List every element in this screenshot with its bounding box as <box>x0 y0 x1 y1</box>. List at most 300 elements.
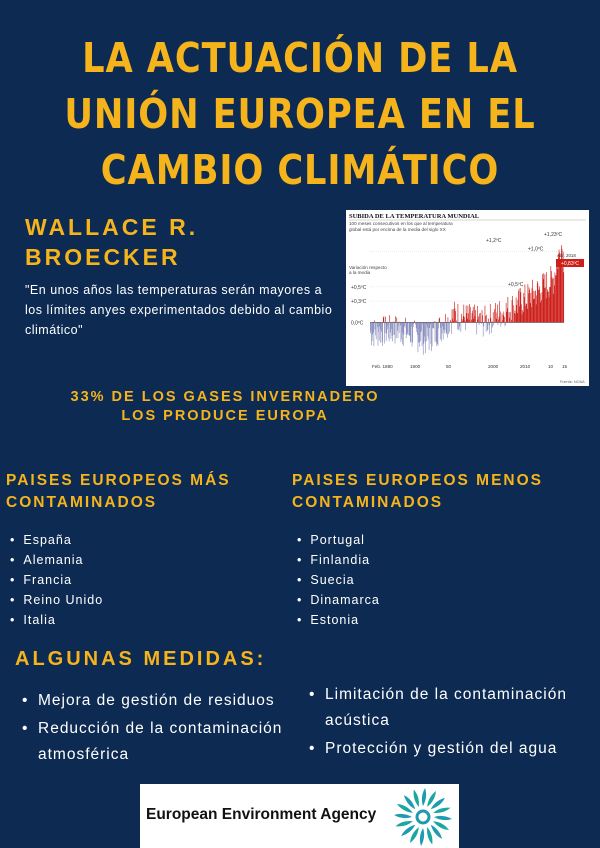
chart-bar <box>462 319 463 322</box>
chart-bar <box>488 319 489 323</box>
chart-bar <box>550 266 551 322</box>
chart-bar <box>433 322 434 328</box>
chart-bar <box>551 271 552 322</box>
chart-bar <box>443 322 444 339</box>
chart-bar <box>442 322 443 333</box>
chart-bar <box>505 322 506 326</box>
chart-bar <box>420 322 421 341</box>
list-item: • Mejora de gestión de residuos <box>22 688 307 714</box>
chart-bar <box>533 291 534 323</box>
chart-bar <box>509 312 510 322</box>
chart-bar <box>411 322 412 342</box>
chart-bar <box>461 314 462 323</box>
chart-bar <box>544 288 545 322</box>
chart-bar <box>386 322 387 341</box>
chart-bar <box>466 313 467 322</box>
chart-bar <box>473 319 474 323</box>
chart-annotation-left: Variación respecto a la media <box>349 265 387 276</box>
chart-bar <box>525 306 526 322</box>
chart-bar <box>379 322 380 340</box>
page-title <box>42 30 558 198</box>
chart-bar <box>458 322 459 329</box>
chart-bar <box>548 292 549 323</box>
chart-bar <box>475 310 476 322</box>
chart-bar <box>493 312 494 322</box>
eea-logo-icon <box>392 786 454 848</box>
chart-bar <box>554 285 555 322</box>
chart-bar <box>458 304 459 322</box>
chart-bar <box>516 305 517 323</box>
chart-bar <box>463 316 464 322</box>
chart-bar <box>506 312 507 323</box>
chart-bar <box>379 322 380 326</box>
chart-bar <box>522 310 523 322</box>
list-item: • Protección y gestión del agua <box>309 736 597 762</box>
chart-bar <box>491 318 492 323</box>
chart-bar <box>469 304 470 322</box>
chart-bar <box>428 322 429 339</box>
chart-bar <box>523 312 524 322</box>
chart-x-ticks <box>372 364 568 369</box>
chart-bar <box>507 308 508 322</box>
chart-bar <box>501 322 502 326</box>
chart-bar <box>401 322 402 339</box>
chart-bar <box>518 291 519 322</box>
chart-bar <box>500 311 501 322</box>
chart-bar <box>405 318 406 323</box>
most-polluting-heading: PAISES EUROPEOS MÁS CONTAMINADOS <box>6 472 231 511</box>
chart-bar <box>545 287 546 322</box>
chart-bar <box>528 284 529 322</box>
chart-bar <box>446 322 447 334</box>
list-item: • Suecia <box>297 570 380 590</box>
chart-bar <box>430 322 431 324</box>
chart-bar <box>555 276 556 323</box>
chart-bar <box>541 300 542 322</box>
chart-bar <box>486 322 487 331</box>
chart-bar <box>499 301 500 322</box>
chart-bar <box>477 306 478 323</box>
chart-label-left: +0,5ºC <box>351 284 367 291</box>
chart-bar <box>435 322 436 341</box>
chart-bar <box>407 322 408 333</box>
chart-bar <box>384 316 385 322</box>
chart-bar <box>545 274 546 322</box>
chart-bar <box>543 273 544 322</box>
chart-bar <box>417 322 418 335</box>
chart-bar <box>419 322 420 342</box>
chart-bar <box>391 322 392 339</box>
chart-bar <box>537 281 538 322</box>
chart-bar <box>438 322 439 328</box>
chart-bar <box>531 307 532 322</box>
chart-bar <box>425 322 426 341</box>
chart-bar <box>539 286 540 322</box>
list-item: • Alemania <box>10 550 103 570</box>
temperature-chart-svg <box>346 210 589 386</box>
chart-bar <box>522 314 523 322</box>
chart-bar <box>412 322 413 342</box>
chart-bar <box>556 264 557 323</box>
chart-bar <box>538 290 539 323</box>
chart-bar <box>432 322 433 328</box>
chart-bar <box>528 293 529 322</box>
list-item: • Italia <box>10 610 103 630</box>
chart-bar <box>403 322 404 345</box>
chart-bar <box>423 322 424 354</box>
chart-bar <box>543 279 544 322</box>
chart-bar <box>381 322 382 332</box>
chart-bar <box>555 273 556 323</box>
chart-x-tick: 50 <box>446 364 452 369</box>
eea-logo-ray <box>422 788 426 806</box>
chart-bar <box>432 322 433 346</box>
chart-bar <box>416 322 417 328</box>
chart-bar <box>492 322 493 327</box>
chart-bar <box>404 322 405 334</box>
chart-bar <box>428 322 429 336</box>
chart-bar <box>539 290 540 323</box>
chart-bar <box>530 303 531 322</box>
stat-text: 33% DE LOS GASES INVERNADERO LOS PRODUCE EUROPA <box>70 389 380 424</box>
chart-bar <box>441 322 442 341</box>
chart-bar <box>431 322 432 343</box>
chart-bar <box>373 322 374 332</box>
title-line-1: LA ACTUACIÓN DE LA <box>82 34 518 82</box>
chart-bar <box>489 322 490 334</box>
chart-bar <box>529 290 530 323</box>
chart-bar <box>518 300 519 323</box>
chart-bar <box>447 322 448 337</box>
eea-logo-ray <box>394 814 412 818</box>
chart-bar <box>376 322 377 339</box>
chart-bar <box>511 320 512 323</box>
chart-bar <box>490 304 491 322</box>
list-item: • Dinamarca <box>297 590 380 610</box>
chart-bar <box>439 318 440 323</box>
chart-bar <box>547 289 548 322</box>
chart-bar <box>509 318 510 323</box>
eea-logo-ray <box>420 828 424 846</box>
chart-bar <box>416 322 417 332</box>
chart-x-tick: 10 <box>548 364 554 369</box>
most-polluting-list <box>10 530 103 630</box>
chart-bar <box>455 311 456 322</box>
chart-bar <box>491 322 492 333</box>
chart-bar <box>442 322 443 326</box>
list-item: • Portugal <box>297 530 380 550</box>
chart-bar <box>375 322 376 329</box>
chart-bar <box>445 322 446 330</box>
chart-x-tick: 2010 <box>520 364 531 369</box>
chart-bar <box>529 287 530 322</box>
chart-label-date: Abr. 2018 <box>557 253 576 258</box>
chart-bar <box>476 322 477 334</box>
chart-label-right: +1,0ºC <box>528 246 544 253</box>
chart-bar <box>562 267 563 322</box>
chart-bar <box>398 322 399 338</box>
chart-bar <box>546 272 547 322</box>
chart-bar <box>521 292 522 322</box>
chart-bar <box>455 308 456 322</box>
chart-bar <box>485 306 486 323</box>
chart-bar <box>449 322 450 332</box>
chart-bar <box>389 322 390 341</box>
chart-bar <box>443 322 444 329</box>
chart-bar <box>535 291 536 323</box>
list-item: • Limitación de la contaminación acústica <box>309 682 597 734</box>
chart-bar <box>503 315 504 322</box>
chart-bar <box>452 319 453 323</box>
chart-bar <box>502 320 503 322</box>
chart-bar <box>471 320 472 323</box>
least-polluting-heading: PAISES EUROPEOS MENOS CONTAMINADOS <box>292 472 544 511</box>
chart-bar <box>502 313 503 322</box>
chart-bar <box>506 303 507 323</box>
chart-bar <box>404 322 405 326</box>
list-item: • España <box>10 530 103 550</box>
chart-bar <box>515 314 516 323</box>
chart-bar <box>397 322 398 330</box>
chart-bar <box>385 317 386 323</box>
chart-bar <box>480 313 481 323</box>
chart-bar <box>493 322 494 325</box>
chart-bar <box>467 319 468 323</box>
chart-title: SUBIDA DE LA TEMPERATURA MUNDIAL <box>349 213 480 220</box>
chart-bar <box>532 288 533 322</box>
chart-bar <box>483 322 484 326</box>
chart-bar <box>414 321 415 323</box>
chart-bar <box>556 275 557 322</box>
chart-bar <box>380 322 381 342</box>
author-line-2: BROECKER <box>25 244 181 270</box>
chart-bar <box>450 320 451 323</box>
chart-bar <box>387 322 388 329</box>
chart-bar <box>503 312 504 323</box>
chart-bar <box>375 322 376 335</box>
chart-bar <box>496 319 497 323</box>
eea-logo-ray <box>434 816 452 820</box>
chart-bar <box>540 293 541 322</box>
chart-bar <box>513 305 514 322</box>
chart-bar <box>465 320 466 322</box>
chart-bar <box>408 322 409 335</box>
chart-bar <box>517 313 518 323</box>
chart-bar <box>526 303 527 322</box>
chart-bar <box>464 317 465 323</box>
measures-heading: ALGUNAS MEDIDAS: <box>15 648 267 670</box>
chart-bar <box>553 278 554 322</box>
chart-bar <box>436 322 437 342</box>
chart-bar <box>549 297 550 322</box>
chart-bar <box>540 302 541 322</box>
chart-bar <box>482 315 483 322</box>
chart-bar <box>557 260 558 323</box>
chart-bar <box>536 304 537 322</box>
chart-bar <box>504 317 505 322</box>
chart-bar <box>439 319 440 323</box>
chart-bar <box>520 288 521 322</box>
chart-bar <box>427 322 428 327</box>
chart-bar <box>485 316 486 322</box>
chart-bar <box>405 322 406 327</box>
chart-label-right: +1,2ºC <box>486 238 502 245</box>
chart-bar <box>496 313 497 323</box>
chart-bar <box>538 283 539 322</box>
chart-bar <box>482 310 483 322</box>
chart-bar <box>383 317 384 322</box>
chart-bar <box>395 316 396 322</box>
chart-bar <box>409 322 410 335</box>
chart-bar <box>389 315 390 322</box>
chart-bar <box>453 309 454 322</box>
chart-bar <box>474 305 475 323</box>
chart-bar <box>436 322 437 346</box>
chart-subtitle: 100 meses consecutivos en los que al temperatura global está por encima de la media del siglo XX <box>349 221 453 232</box>
chart-bar <box>487 322 488 330</box>
chart-x-tick: 1900 <box>410 364 421 369</box>
chart-bar <box>406 322 407 334</box>
chart-bar <box>525 284 526 322</box>
chart-bar <box>413 322 414 326</box>
chart-bar <box>433 322 434 328</box>
chart-bar <box>510 312 511 322</box>
chart-bar <box>478 316 479 322</box>
chart-bar <box>466 305 467 322</box>
chart-bar <box>515 311 516 323</box>
chart-x-tick: 15 <box>562 364 568 369</box>
chart-bar <box>399 322 400 333</box>
chart-bar <box>479 322 480 325</box>
chart-bar <box>421 322 422 332</box>
chart-bar <box>454 302 455 323</box>
chart-bar <box>426 322 427 324</box>
chart-bar <box>542 274 543 322</box>
chart-label-left: +0,3ºC <box>351 299 367 306</box>
chart-x-tick: 2000 <box>488 364 499 369</box>
chart-bar <box>526 304 527 322</box>
chart-bar <box>508 297 509 323</box>
chart-bar <box>411 322 412 326</box>
chart-bar <box>385 322 386 333</box>
chart-bar <box>429 322 430 350</box>
chart-bar <box>425 322 426 353</box>
chart-bar <box>478 319 479 322</box>
chart-bar <box>486 315 487 323</box>
chart-bar <box>524 297 525 323</box>
chart-bar <box>374 322 375 346</box>
chart-bar <box>527 309 528 323</box>
chart-bar <box>401 322 402 342</box>
chart-bar <box>563 272 564 322</box>
chart-bar <box>370 322 371 333</box>
chart-bar <box>452 309 453 322</box>
chart-bar <box>392 322 393 341</box>
chart-bar <box>422 322 423 346</box>
chart-bar <box>451 322 452 333</box>
chart-bar <box>426 322 427 341</box>
chart-bar <box>409 322 410 335</box>
chart-bar <box>392 322 393 335</box>
chart-bar <box>516 297 517 322</box>
list-item: • Finlandia <box>297 550 380 570</box>
chart-bar <box>479 314 480 323</box>
chart-bar <box>550 287 551 323</box>
chart-bar <box>402 322 403 344</box>
chart-bar <box>378 322 379 345</box>
chart-bar <box>519 306 520 322</box>
temperature-chart <box>346 210 589 386</box>
chart-source: Fuente: NOAA <box>560 380 585 384</box>
chart-bar <box>396 322 397 338</box>
quote-text: "En unos años las temperaturas serán mayores a los límites anyes experimentados debido al cambio climático" <box>25 283 333 337</box>
chart-bar <box>431 322 432 351</box>
chart-bar <box>384 322 385 343</box>
chart-bar <box>371 322 372 331</box>
chart-bar <box>410 322 411 341</box>
chart-bar <box>536 295 537 322</box>
chart-bar <box>488 322 489 329</box>
measures-list-left <box>22 688 307 770</box>
chart-bar <box>448 322 449 334</box>
chart-bar <box>371 322 372 345</box>
chart-bar <box>438 322 439 345</box>
chart-bar <box>470 307 471 323</box>
chart-bar <box>441 322 442 327</box>
chart-bar <box>548 291 549 322</box>
chart-bar <box>444 322 445 333</box>
eea-logo-text: European Environment Agency <box>146 806 377 823</box>
chart-bar <box>412 322 413 346</box>
author-name <box>25 212 198 272</box>
list-item: • Francia <box>10 570 103 590</box>
chart-bar <box>440 322 441 339</box>
chart-bar <box>498 322 499 325</box>
chart-bar <box>534 299 535 323</box>
chart-bar <box>406 322 407 338</box>
chart-label-right: +0,5ºC <box>508 281 524 288</box>
chart-bar <box>560 263 561 323</box>
chart-bar <box>391 322 392 328</box>
eea-logo-box <box>140 784 459 848</box>
chart-bar <box>394 322 395 334</box>
chart-bar <box>400 322 401 325</box>
chart-bar <box>560 263 561 322</box>
chart-bar <box>381 322 382 329</box>
title-line-3: CAMBIO CLIMÁTICO <box>100 146 500 194</box>
chart-bar <box>521 304 522 322</box>
chart-bar <box>549 287 550 322</box>
chart-bar <box>390 322 391 332</box>
chart-bar <box>552 277 553 322</box>
chart-bar <box>378 322 379 332</box>
chart-bars <box>370 245 564 355</box>
chart-bar <box>558 269 559 323</box>
chart-bar <box>396 317 397 322</box>
chart-bar <box>461 322 462 332</box>
chart-bar <box>415 322 416 324</box>
chart-bar <box>475 316 476 322</box>
chart-bar <box>472 313 473 322</box>
chart-bar <box>498 319 499 322</box>
chart-bar <box>532 280 533 323</box>
chart-bar <box>530 293 531 323</box>
chart-bar <box>382 322 383 346</box>
chart-bar <box>505 322 506 325</box>
chart-bar <box>553 294 554 323</box>
chart-bar <box>457 322 458 329</box>
least-polluting-list <box>297 530 380 630</box>
